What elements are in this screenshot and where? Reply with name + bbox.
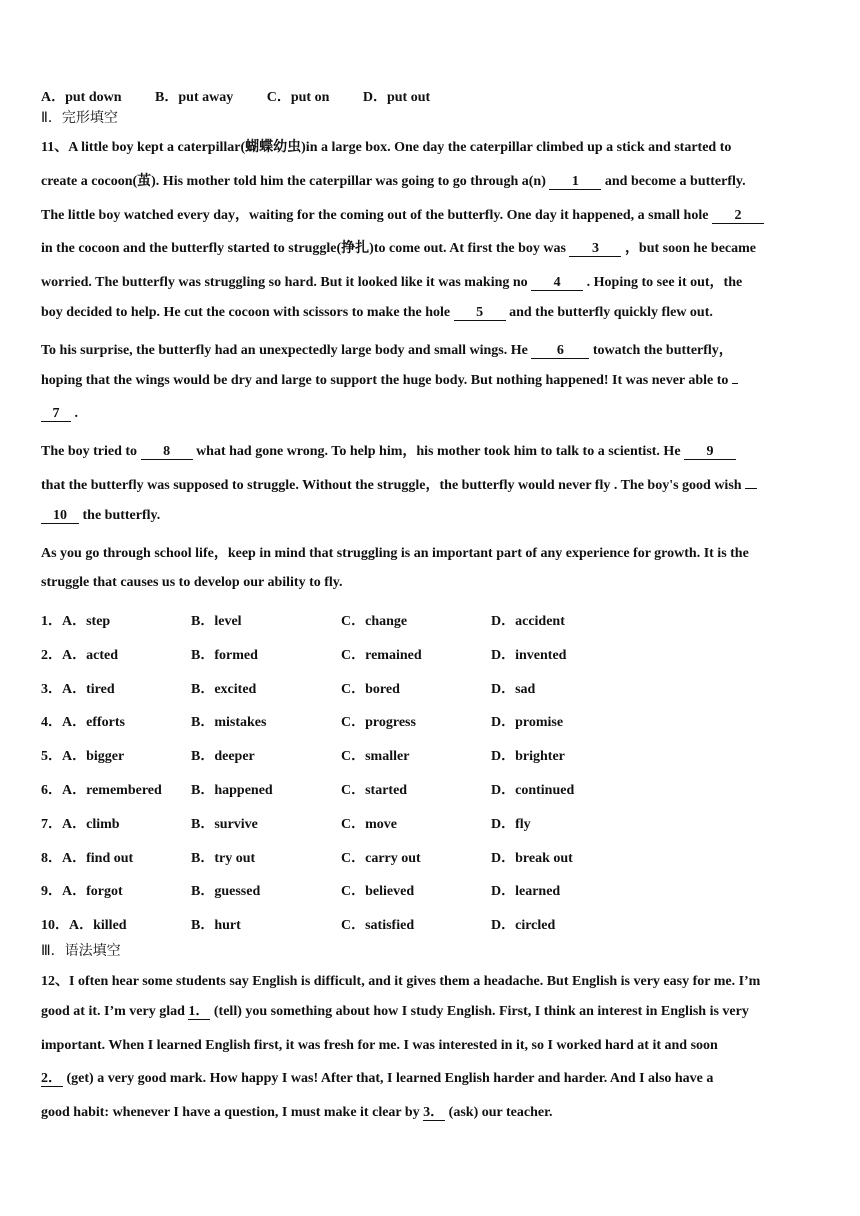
answer-blank: 5 <box>454 305 506 321</box>
cloze-passage-line <box>41 339 733 359</box>
grammar-passage-text: (ask) our teacher. <box>445 1105 553 1121</box>
question-number: 5． <box>41 749 62 765</box>
cloze-passage-text: 11、A little boy kept a caterpillar(蝴蝶幼虫)in a large box. One day the caterpillar climbed up a stick and started to <box>41 140 732 155</box>
cloze-passage-text: As you go through school life，keep in mind that struggling is an important part of any experience for growth. It is the <box>41 545 749 561</box>
question-row <box>41 610 565 630</box>
choice-b: B．deeper <box>191 749 255 765</box>
choice-c: C．smaller <box>341 749 410 765</box>
choice-b: B．mistakes <box>191 715 267 731</box>
top-options-row <box>41 86 460 106</box>
choice-c: C．satisfied <box>341 918 415 934</box>
choice-a: A．forgot <box>62 884 123 900</box>
question-row <box>41 880 561 900</box>
question-row <box>41 847 573 867</box>
option-a: A．put down <box>41 90 122 105</box>
choice-d: D．break out <box>491 850 573 866</box>
cloze-passage-text: the butterfly. <box>79 507 161 523</box>
question-number: 4． <box>41 715 62 731</box>
cloze-passage-line <box>41 170 746 190</box>
choice-b: B．guessed <box>191 884 261 900</box>
section-heading-cloze: Ⅱ．完形填空 <box>41 110 118 126</box>
grammar-passage-text: 12、I often hear some students say English is difficult, and it gives them a headache. But English is very easy for me. I’m <box>41 974 761 989</box>
choice-d: D．accident <box>491 614 565 629</box>
cloze-passage-text: To his surprise, the butterfly had an unexpectedly large body and small wings. He <box>41 342 532 358</box>
cloze-passage-text: The little boy watched every day，waiting for the coming out of the butterfly. One day it happened, a small hole <box>41 207 712 223</box>
choice-c: C．change <box>341 614 408 629</box>
answer-blank: 4 <box>531 275 583 291</box>
choice-b: B．hurt <box>191 918 241 934</box>
choice-c: C．carry out <box>341 850 421 866</box>
choice-b: B．try out <box>191 850 256 866</box>
choice-a: A．remembered <box>62 783 162 798</box>
choice-a: A．tired <box>62 681 115 697</box>
question-number: 3． <box>41 681 62 697</box>
cloze-passage-line <box>41 237 756 257</box>
grammar-passage-line <box>41 970 760 990</box>
answer-blank: 10 <box>41 508 79 524</box>
choice-a: A．step <box>62 614 111 629</box>
cloze-passage-text: worried. The butterfly was struggling so hard. But it looked like it was making no <box>41 275 532 291</box>
answer-blank: 6 <box>531 343 589 359</box>
cloze-passage-text: boy decided to help. He cut the cocoon with scissors to make the hole <box>41 305 454 320</box>
cloze-passage-text: what had gone wrong. To help him，his mother took him to talk to a scientist. He <box>192 444 685 460</box>
question-number: 10． <box>41 918 69 934</box>
cloze-passage-line <box>41 136 731 156</box>
choice-b: B．survive <box>191 816 258 832</box>
question-row <box>41 644 567 664</box>
answer-blank: 9 <box>684 444 736 460</box>
choice-a: A．acted <box>62 647 118 663</box>
choice-c: C．move <box>341 816 397 832</box>
choice-a: A．climb <box>62 816 120 832</box>
option-b: B．put away <box>155 90 234 105</box>
choice-b: B．happened <box>191 783 273 798</box>
choice-c: C．started <box>341 783 408 798</box>
cloze-passage-line <box>41 508 160 524</box>
cloze-passage-text: . <box>71 406 78 422</box>
cloze-passage-text: and the butterfly quickly flew out. <box>505 305 713 320</box>
question-row <box>41 711 564 731</box>
grammar-passage-text: (tell) you something about how I study English. First, I think an interest in English is very <box>210 1003 749 1019</box>
choice-c: C．progress <box>341 715 416 731</box>
choice-d: D．learned <box>491 884 561 900</box>
option-c: C．put on <box>266 90 330 105</box>
grammar-passage-line <box>41 1071 713 1087</box>
choice-d: D．sad <box>491 681 536 697</box>
question-number: 9． <box>41 884 62 900</box>
cloze-passage-text: and become a butterfly. <box>601 173 746 189</box>
answer-blank: 3． <box>423 1105 445 1121</box>
answer-blank: 2 <box>712 208 764 224</box>
choice-b: B．excited <box>191 681 257 697</box>
cloze-passage-text: create a cocoon(茧). His mother told him the caterpillar was going to go through a(n) <box>41 173 550 189</box>
cloze-passage-line <box>41 440 736 460</box>
answer-blank: 3 <box>569 241 621 257</box>
grammar-passage-line <box>41 1038 718 1054</box>
question-number: 8． <box>41 850 62 866</box>
cloze-passage-line <box>41 575 343 591</box>
question-number: 7． <box>41 816 62 832</box>
cloze-passage-line <box>41 204 764 224</box>
question-number: 2． <box>41 647 62 663</box>
cloze-passage-text: ，but soon he became <box>621 241 756 257</box>
answer-blank: 1 <box>549 174 601 190</box>
cloze-passage-text: towatch the butterfly， <box>589 342 733 358</box>
question-number: 6． <box>41 783 62 798</box>
section-heading-grammar: Ⅲ．语法填空 <box>41 943 121 959</box>
choice-b: B．formed <box>191 647 258 663</box>
grammar-passage-line <box>41 1105 553 1121</box>
cloze-passage-line <box>41 542 749 562</box>
grammar-passage-text: good habit: whenever I have a question, I must make it clear by <box>41 1105 424 1121</box>
choice-d: D．continued <box>491 783 575 798</box>
choice-a: A．killed <box>69 918 127 934</box>
choice-c: C．remained <box>341 647 422 663</box>
answer-blank: 8 <box>141 444 193 460</box>
option-d: D．put out <box>362 90 431 105</box>
answer-blank: 2． <box>41 1071 62 1087</box>
choice-d: D．circled <box>491 918 556 934</box>
choice-d: D．brighter <box>491 749 565 765</box>
answer-blank: 7 <box>41 406 71 422</box>
choice-c: C．bored <box>341 681 400 697</box>
cloze-passage-text: hoping that the wings would be dry and large to support the huge body. But nothing happened! It was never able to <box>41 372 732 388</box>
cloze-passage-line <box>41 406 78 422</box>
choice-a: A．bigger <box>62 749 125 765</box>
grammar-passage-text: good at it. I’m very glad <box>41 1003 189 1019</box>
choice-a: A．efforts <box>62 715 125 731</box>
cloze-passage-text: The boy tried to <box>41 444 141 460</box>
answer-blank <box>745 488 757 489</box>
cloze-passage-line <box>41 305 713 321</box>
choice-d: D．promise <box>491 715 564 731</box>
cloze-passage-line <box>41 271 742 291</box>
question-row <box>41 813 531 833</box>
question-row <box>41 779 575 799</box>
cloze-passage-line <box>41 474 757 494</box>
grammar-passage-line <box>41 1004 749 1020</box>
cloze-passage-text: that the butterfly was supposed to struggle. Without the struggle，the butterfly would never fly . The boy's good wish <box>41 478 746 493</box>
question-row <box>41 678 536 698</box>
grammar-passage-text: important. When I learned English first, it was fresh for me. I was interested in it, so I worked hard at it and soon <box>41 1037 718 1053</box>
answer-blank <box>732 383 738 384</box>
cloze-passage-line <box>41 373 738 389</box>
cloze-passage-text: . Hoping to see it out，the <box>583 275 743 291</box>
choice-c: C．believed <box>341 884 415 900</box>
choice-a: A．find out <box>62 850 134 866</box>
choice-d: D．invented <box>491 647 567 663</box>
question-row <box>41 914 556 934</box>
answer-blank: 1． <box>188 1003 210 1019</box>
choice-b: B．level <box>191 614 242 629</box>
cloze-passage-text: struggle that causes us to develop our ability to fly. <box>41 575 343 591</box>
cloze-passage-text: in the cocoon and the butterfly started to struggle(挣扎)to come out. At first the boy was <box>41 241 570 257</box>
grammar-passage-text: (get) a very good mark. How happy I was! After that, I learned English harder and harder. And I also have a <box>63 1071 714 1087</box>
question-row <box>41 745 565 765</box>
question-number: 1． <box>41 614 62 629</box>
choice-d: D．fly <box>491 816 531 832</box>
